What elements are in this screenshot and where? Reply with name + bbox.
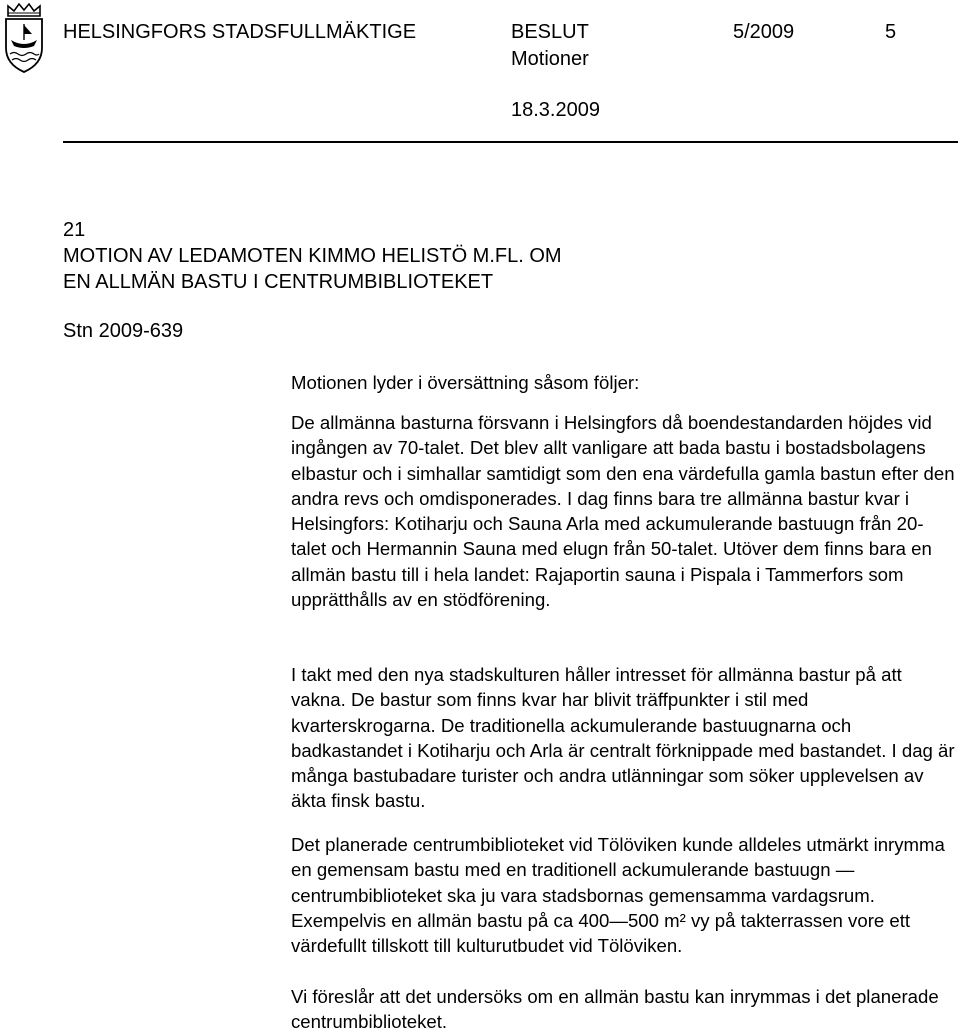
item-title-line2: EN ALLMÄN BASTU I CENTRUMBIBLIOTEKET bbox=[63, 271, 494, 293]
item-number: 21 bbox=[63, 219, 86, 241]
header-divider bbox=[63, 141, 958, 143]
document-type: BESLUT bbox=[511, 21, 589, 43]
paragraph-text: I takt med den nya stadskulturen håller intresset för allmänna bastur på att vakna. De bastur som finns kvar har blivit träffpunkter i stil med kvarterskrogarna. De traditionella ackumulerande bastuugnarna och badkastandet i Kotiharju och Arla är centralt förknippade med bastandet. I dag är många bastubadare turister och andra utlänningar som söker upplevelsen av äkta finsk bastu. bbox=[291, 664, 955, 812]
motion-paragraph-2 bbox=[291, 662, 956, 814]
helsinki-crest-logo bbox=[2, 2, 46, 74]
paragraph-text: Vi föreslår att det undersöks om en allmän bastu kan inrymmas i det planerade centrumbiblioteket. bbox=[291, 986, 939, 1033]
item-reference: Stn 2009-639 bbox=[63, 320, 184, 342]
motion-paragraph-4 bbox=[291, 984, 956, 1035]
paragraph-text: Det planerade centrumbiblioteket vid Tölöviken kunde alldeles utmärkt inrymma en gemensam bastu med en traditionell ackumulerande bastuugn — centrumbiblioteket ska ju vara stadsbornas gemensamma vardagsrum. Exempelvis en allmän bastu på ca 400—500 m² vy på takterrassen vore ett värdefullt tillskott till kulturutbudet vid Tölöviken. bbox=[291, 834, 945, 957]
document-number: 5/2009 bbox=[733, 21, 795, 43]
organization-name: HELSINGFORS STADSFULLMÄKTIGE bbox=[63, 21, 417, 43]
intro-text: Motionen lyder i översättning såsom följer: bbox=[291, 372, 640, 393]
motion-paragraph-3 bbox=[291, 832, 956, 958]
item-title-line1: MOTION AV LEDAMOTEN KIMMO HELISTÖ M.FL. OM bbox=[63, 245, 562, 267]
motion-intro bbox=[291, 370, 956, 395]
motion-paragraph-1 bbox=[291, 410, 956, 612]
page-number: 5 bbox=[885, 21, 897, 43]
document-date: 18.3.2009 bbox=[511, 99, 600, 121]
document-subtype: Motioner bbox=[511, 48, 589, 70]
paragraph-text: De allmänna basturna försvann i Helsingfors då boendestandarden höjdes vid ingången av 70-talet. Det blev allt vanligare att bada bastu i bostadsbolagens elbastur och i simhallar samtidigt som den ena värdefulla gamla bastun efter den andra revs och omdisponerades. I dag finns bara tre allmänna bastur kvar i Helsingfors: Kotiharju och Sauna Arla med ackumulerande bastuugn från 20-talet och Hermannin Sauna med elugn från 50-talet. Utöver dem finns bara en allmän bastu till i hela landet: Rajaportin sauna i Pispala i Tammerfors som upprätthålls av en stödförening. bbox=[291, 412, 955, 611]
